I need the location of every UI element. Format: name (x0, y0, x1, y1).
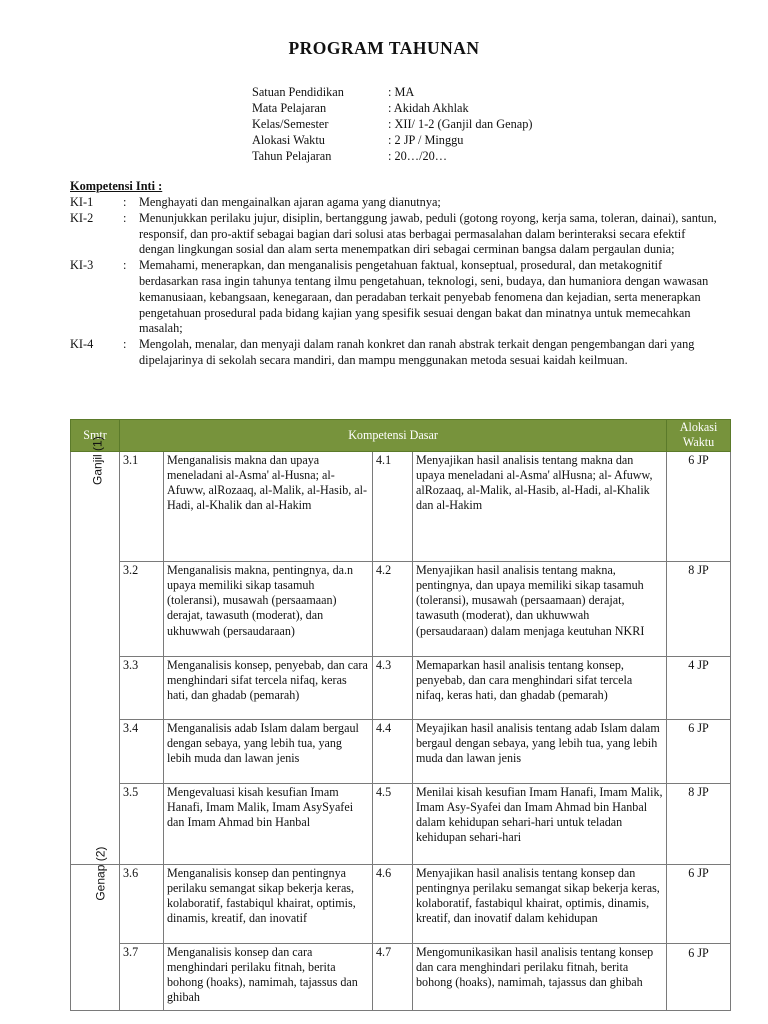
meta-value: : MA (388, 85, 415, 99)
ki-list (70, 195, 720, 369)
kd4-text: Menyajikan hasil analisis tentang konsep dan pentingnya perilaku semangat sikap bekerja keras, kolaboratif, fastabiqul khairat, optimis, dinamis, kreatif, dan inovatif dalam kehidupan (413, 864, 667, 943)
kd3-text: Menganalisis makna, pentingnya, da.n upaya memiliki sikap tasamuh (toleransi), musawah (persaamaan) derajat, tawasuth (moderat), dan ukhuwwah (persaudaraan) (164, 561, 373, 656)
kd4-text: Memaparkan hasil analisis tentang konsep, penyebab, dan cara menghindari sifat tercela nifaq, keras hati, dan ghadab (pemarah) (413, 656, 667, 719)
kd3-text: Menganalisis adab Islam dalam bergaul dengan sebaya, yang lebih tua, yang lebih muda dan lawan jenis (164, 719, 373, 783)
semester-cell (71, 435, 120, 864)
ki-item (70, 337, 720, 369)
meta-label: Kelas/Semester (252, 117, 329, 131)
kd3-text: Menganalisis konsep dan pentingnya perilaku semangat sikap bekerja keras, kolaboratif, fastabiqul khairat, optimis, dinamis, kreatif, dan inovatif (164, 864, 373, 943)
alokasi-jp: 8 JP (667, 783, 731, 864)
header-smtr: Smtr (71, 420, 120, 452)
kd3-number: 3.2 (120, 561, 164, 656)
alokasi-jp: 6 JP (667, 943, 731, 1010)
kd3-text: Menganalisis makna dan upaya meneladani al-Asma' al-Husna; al-Afuww, alRozaaq, al-Malik, al-Hasib, al-Hadi, al-Khalik dan al-Hakim (164, 451, 373, 561)
meta-label: Tahun Pelajaran (252, 149, 332, 163)
kompetensi-dasar-table (70, 419, 731, 1011)
ki-item (70, 195, 720, 211)
table-header-row (71, 420, 731, 452)
meta-value: : XII/ 1-2 (Ganjil dan Genap) (388, 117, 533, 131)
ki-code: KI-1 (70, 195, 94, 209)
kd4-text: Menyajikan hasil analisis tentang makna dan upaya meneladani al-Asma' alHusna; al- Afuww, alRozaaq, al-Malik, al-Hasib, al-Hadi, al-Khalik dan al-Hakim (413, 451, 667, 561)
meta-row-mapel (252, 100, 532, 116)
kd4-text: Menyajikan hasil analisis tentang makna, pentingnya, dan upaya memiliki sikap tasamuh (toleransi), musawah (persaamaan) derajat, tawasuth (moderat), dan ukhuwwah (persaudaraan) dalam menjaga keutuhan NKRI (413, 561, 667, 656)
alokasi-jp: 6 JP (667, 451, 731, 561)
ki-text: Menghayati dan mengainalkan ajaran agama yang dianutnya; (139, 195, 441, 209)
kd4-number: 4.6 (373, 864, 413, 943)
ki-colon: : (123, 337, 127, 352)
header-alokasi-waktu: Alokasi Waktu (667, 420, 731, 452)
kd4-text: Meyajikan hasil analisis tentang adab Islam dalam bergaul dengan sebaya, yang lebih tua, yang lebih muda dan lawan jenis (413, 719, 667, 783)
kd3-text: Mengevaluasi kisah kesufian Imam Hanafi, Imam Malik, Imam AsySyafei dan Imam Ahmad bin Hanbal (164, 783, 373, 864)
kd4-number: 4.4 (373, 719, 413, 783)
kd4-number: 4.5 (373, 783, 413, 864)
alokasi-jp: 6 JP (667, 864, 731, 943)
document-title: PROGRAM TAHUNAN (288, 38, 480, 58)
kd3-text: Menganalisis konsep, penyebab, dan cara menghindari sifat tercela nifaq, keras hati, dan ghadab (pemarah) (164, 656, 373, 719)
table-row (71, 451, 731, 561)
meta-row-satuan (252, 84, 532, 100)
kd4-number: 4.1 (373, 451, 413, 561)
kd4-number: 4.7 (373, 943, 413, 1010)
meta-label: Mata Pelajaran (252, 101, 327, 115)
ki-code: KI-3 (70, 258, 94, 273)
kd4-number: 4.2 (373, 561, 413, 656)
table-row (71, 864, 731, 943)
kd3-number: 3.4 (120, 719, 164, 783)
table-row (71, 561, 731, 656)
ki-item (70, 258, 720, 337)
meta-row-kelas (252, 116, 532, 132)
meta-value: : 2 JP / Minggu (388, 133, 464, 147)
semester-label: Ganjil (1) (90, 435, 105, 485)
ki-text: Mengolah, menalar, dan menyaji dalam ranah konkret dan ranah abstrak terkait dengan pengembangan dari yang dipelajarinya di sekolah secara mandiri, dan mampu menggunakan metoda sesuai kaidah keilmuan. (139, 337, 695, 367)
kd3-text: Menganalisis konsep dan cara menghindari perilaku fitnah, berita bohong (hoaks), namimah, tajassus dan ghibah (164, 943, 373, 1010)
kd3-number: 3.5 (120, 783, 164, 864)
kd4-number: 4.3 (373, 656, 413, 719)
ki-item (70, 211, 720, 258)
kd4-text: Mengomunikasikan hasil analisis tentang konsep dan cara menghindari perilaku fitnah, berita bohong (hoaks), namimah, tajassus dan ghibah (413, 943, 667, 1010)
meta-value: : 20…/20… (388, 149, 448, 163)
meta-row-tahun (252, 148, 532, 164)
kd4-text: Menilai kisah kesufian Imam Hanafi, Imam Malik, Imam Asy-Syafei dan Imam Ahmad bin Hanbal dalam kehidupan sehari-hari untuk teladan kehidupan sehari-hari (413, 783, 667, 864)
semester-label: Genap (2) (93, 846, 108, 901)
meta-value: : Akidah Akhlak (388, 101, 469, 115)
table-row (71, 943, 731, 1010)
ki-text: Memahami, menerapkan, dan menganalisis pengetahuan faktual, konseptual, prosedural, dan metakognitif berdasarkan rasa ingin tahunya tentang ilmu pengetahuan, teknologi, seni, budaya, dan humaniora dengan wawasan kemanusiaan, kebangsaan, kenegaraan, dan peradaban terkait penyebab fenomena dan kejadian, serta menerapkan pengetahuan prosedural pada bidang kajian yang spesifik sesuai dengan bakat dan minatnya untuk memecahkan masalah; (139, 258, 709, 336)
ki-text: Menunjukkan perilaku jujur, disiplin, bertanggung jawab, peduli (gotong royong, kerja sama, toleran, dainai), santun, responsif, dan pro-aktif sebagai bagian dari solusi atas berbagai permasalahan dalam berinteraksi secara efektif dengan lingkungan sosial dan alam serta menempatkan diri sebagai cerminan bangsa dalam pergaulan dunia; (139, 210, 717, 257)
table-row (71, 783, 731, 864)
alokasi-jp: 6 JP (667, 719, 731, 783)
identity-block (252, 84, 532, 164)
kd3-number: 3.7 (120, 943, 164, 1010)
alokasi-jp: 4 JP (667, 656, 731, 719)
ki-code: KI-2 (70, 210, 94, 225)
ki-code: KI-4 (70, 337, 94, 352)
meta-row-alokasi (252, 132, 532, 148)
kd3-number: 3.1 (120, 451, 164, 561)
ki-colon: : (123, 195, 127, 209)
table-row (71, 656, 731, 719)
kd3-number: 3.6 (120, 864, 164, 943)
ki-colon: : (123, 210, 127, 225)
meta-label: Satuan Pendidikan (252, 85, 344, 99)
table-row (71, 719, 731, 783)
ki-heading: Kompetensi Inti : (70, 179, 163, 193)
ki-colon: : (123, 258, 127, 273)
kd3-number: 3.3 (120, 656, 164, 719)
semester-cell (71, 846, 120, 1010)
meta-label: Alokasi Waktu (252, 133, 325, 147)
header-kompetensi-dasar: Kompetensi Dasar (120, 420, 667, 452)
alokasi-jp: 8 JP (667, 561, 731, 656)
